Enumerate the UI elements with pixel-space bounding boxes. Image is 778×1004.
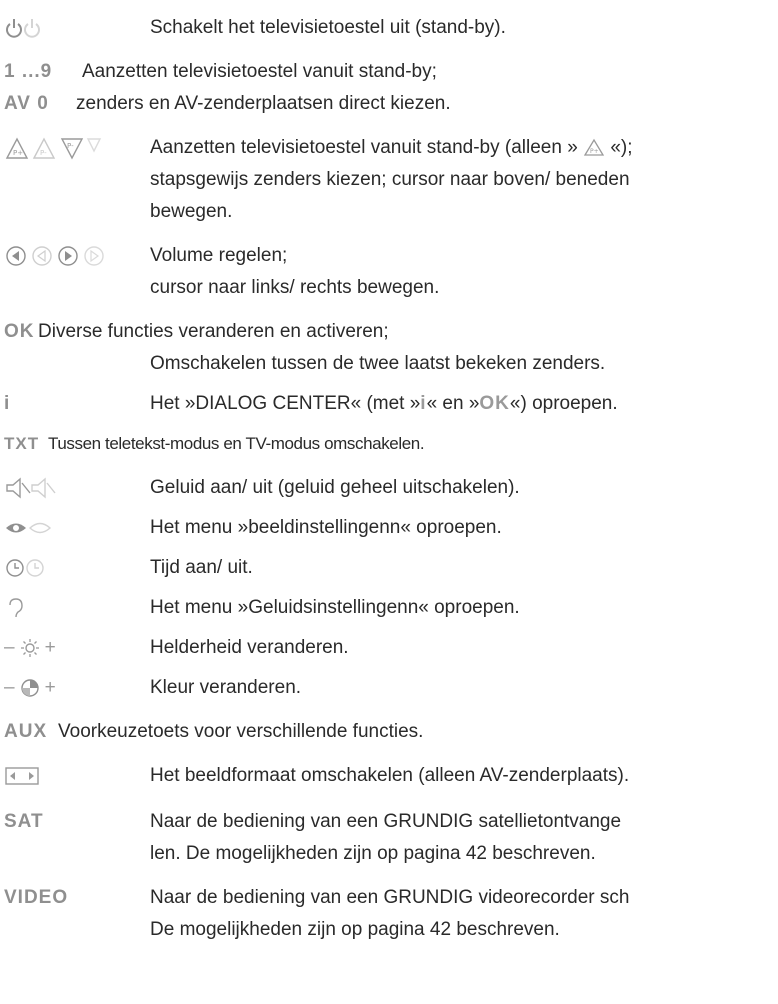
plus-sign: + [44, 637, 56, 658]
entry-description: zenders en AV-zenderplaatsen direct kiezen. [76, 93, 451, 114]
entry-description: Diverse functies veranderen en activeren; Omschakelen tussen de twee laatst bekeken zenders. [38, 321, 606, 374]
entry-description: Kleur veranderen. [150, 677, 302, 698]
entry-description: Naar de bediening van een GRUNDIG satellietontvange len. De mogelijkheden zijn op pagina 42 beschreven. [150, 811, 622, 864]
entry-description: Tijd aan/ uit. [150, 557, 253, 578]
video-key-label: VIDEO [4, 887, 69, 908]
brightness-control [4, 632, 56, 664]
entry-description: Het beeldformaat omschakelen (alleen AV-zenderplaats). [150, 765, 630, 786]
picture-format-icon [4, 760, 44, 792]
ok-inline-key: OK [479, 393, 510, 414]
info-key-label: i [4, 393, 11, 414]
aux-key-label: AUX [4, 721, 48, 742]
entry-description: Helderheid veranderen. [150, 637, 349, 658]
mute-icon [4, 472, 60, 504]
eye-icon [4, 512, 60, 544]
ok-key-label: OK [4, 321, 35, 342]
sat-key-label: SAT [4, 811, 44, 832]
digit-keys-label: 1 ...9 [4, 61, 53, 82]
program-up-down-icon [4, 132, 124, 164]
entry-description: Het menu »beeldinstellingenn« oproepen. [150, 517, 502, 538]
entry-description: Het »DIALOG CENTER« (met »i« en »OK«) oproepen. [150, 393, 618, 414]
entry-description: Geluid aan/ uit (geluid geheel uitschakelen). [150, 477, 520, 498]
volume-left-right-icon [4, 240, 124, 272]
svg-text:P+: P+ [13, 149, 24, 157]
color-icon [19, 677, 41, 699]
entry-description: Naar de bediening van een GRUNDIG videorecorder sch De mogelijkheden zijn op pagina 42 beschreven. [150, 887, 630, 940]
minus-sign: – [4, 637, 15, 658]
plus-sign: + [44, 677, 56, 698]
power-icon [4, 12, 44, 44]
svg-text:P-: P- [40, 149, 47, 157]
av0-key-label: AV 0 [4, 93, 49, 114]
txt-key-label: TXT [4, 434, 40, 453]
info-inline-key: i [420, 393, 427, 414]
entry-description: Tussen teletekst-modus en TV-modus omschakelen. [48, 434, 425, 453]
entry-description: Schakelt het televisietoestel uit (stand-by). [150, 17, 506, 38]
entry-description: Volume regelen; cursor naar links/ rechts bewegen. [150, 245, 440, 298]
ear-icon [4, 592, 34, 624]
svg-text:P+: P+ [590, 148, 599, 155]
entry-description: Aanzetten televisietoestel vanuit stand-by (alleen » P+ «); stapsgewijs zenders kiezen; cursor naar boven/ beneden bewegen. [150, 137, 633, 222]
clock-icon [4, 552, 60, 584]
entry-description: Aanzetten televisietoestel vanuit stand-by; [82, 61, 437, 82]
brightness-icon [19, 637, 41, 659]
minus-sign: – [4, 677, 15, 698]
program-up-inline-icon [583, 137, 605, 157]
entry-description: Voorkeuzetoets voor verschillende functies. [58, 721, 424, 742]
svg-text:P-: P- [67, 142, 74, 150]
color-control [4, 672, 56, 704]
entry-description: Het menu »Geluidsinstellingenn« oproepen. [150, 597, 520, 618]
